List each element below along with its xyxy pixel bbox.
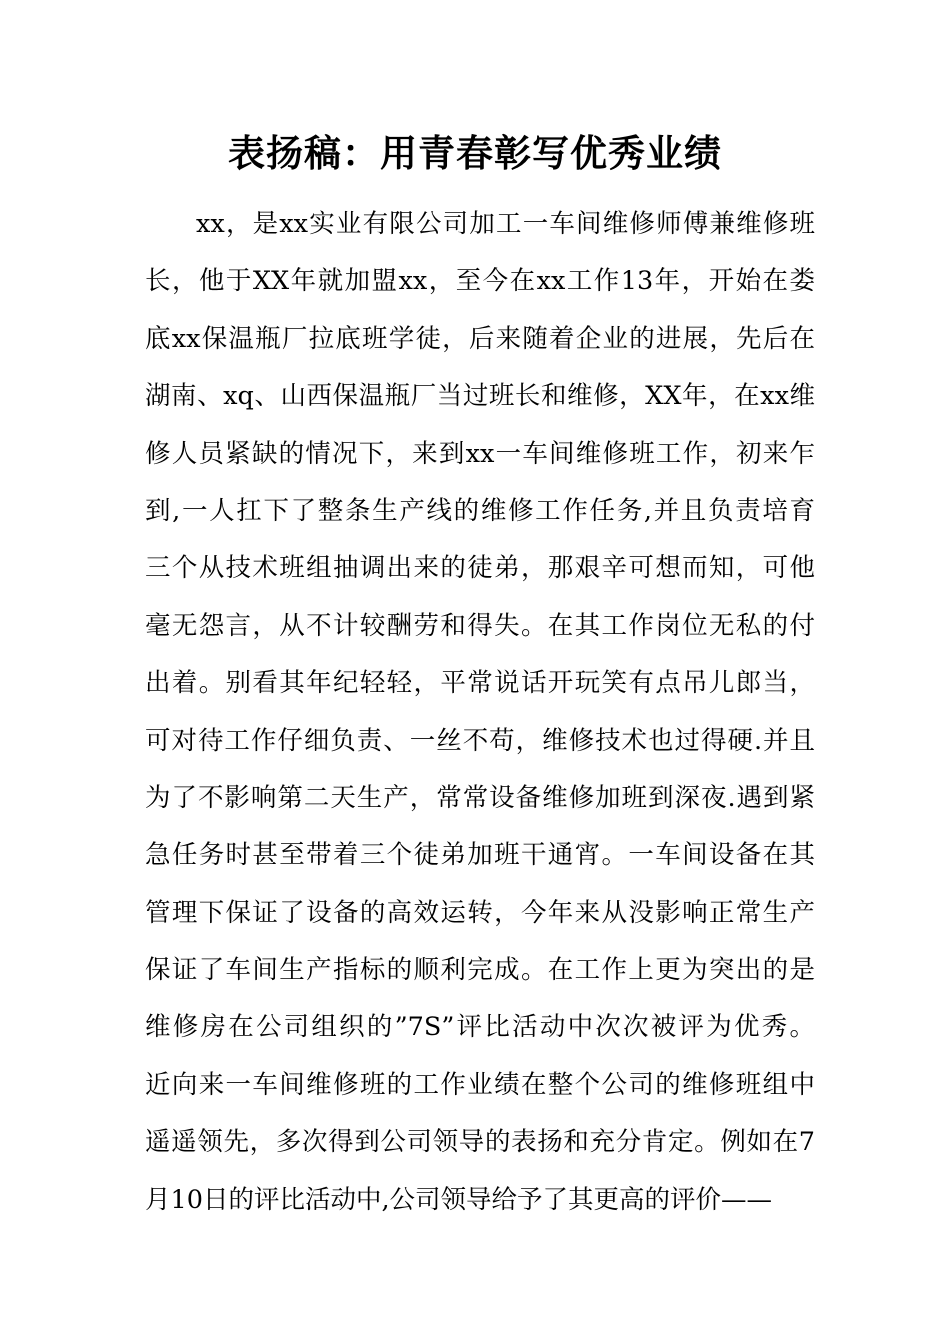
body-line: 长，他于XX年就加盟xx，至今在xx工作13年，开始在娄	[145, 266, 815, 297]
body-line: 保证了车间生产指标的顺利完成。在工作上更为突出的是	[145, 955, 815, 986]
body-line: 出着。别看其年纪轻轻，平常说话开玩笑有点吊儿郎当，	[145, 668, 815, 699]
body-line: 毫无怨言，从不计较酬劳和得失。在其工作岗位无私的付	[145, 610, 815, 641]
document-title: 表扬稿：用青春彰写优秀业绩	[228, 132, 722, 175]
body-line: 三个从技术班组抽调出来的徒弟，那艰辛可想而知，可他	[145, 553, 815, 584]
document-body	[145, 196, 815, 1229]
body-line: 急任务时甚至带着三个徒弟加班干通宵。一车间设备在其	[145, 840, 815, 871]
body-line: 遥遥领先，多次得到公司领导的表扬和充分肯定。例如在7	[145, 1127, 815, 1158]
body-line: 湖南、xq、山西保温瓶厂当过班长和维修，XX年，在xx维	[145, 381, 815, 412]
body-line: 可对待工作仔细负责、一丝不苟，维修技术也过得硬.并且	[145, 725, 815, 756]
body-line: 月10日的评比活动中,公司领导给予了其更高的评价——	[145, 1184, 773, 1215]
body-line: 修人员紧缺的情况下，来到xx一车间维修班工作，初来乍	[145, 438, 815, 469]
body-line: 近向来一车间维修班的工作业绩在整个公司的维修班组中	[145, 1069, 815, 1100]
body-line: 管理下保证了设备的高效运转，今年来从没影响正常生产	[145, 897, 815, 928]
body-line: 底xx保温瓶厂拉底班学徒，后来随着企业的进展，先后在	[145, 323, 815, 354]
body-line: 到,一人扛下了整条生产线的维修工作任务,并且负责培育	[145, 495, 815, 526]
body-line: 维修房在公司组织的”7S”评比活动中次次被评为优秀。	[145, 1012, 815, 1043]
body-line: xx，是xx实业有限公司加工一车间维修师傅兼维修班	[196, 209, 815, 239]
body-line: 为了不影响第二天生产，常常设备维修加班到深夜.遇到紧	[145, 782, 815, 813]
